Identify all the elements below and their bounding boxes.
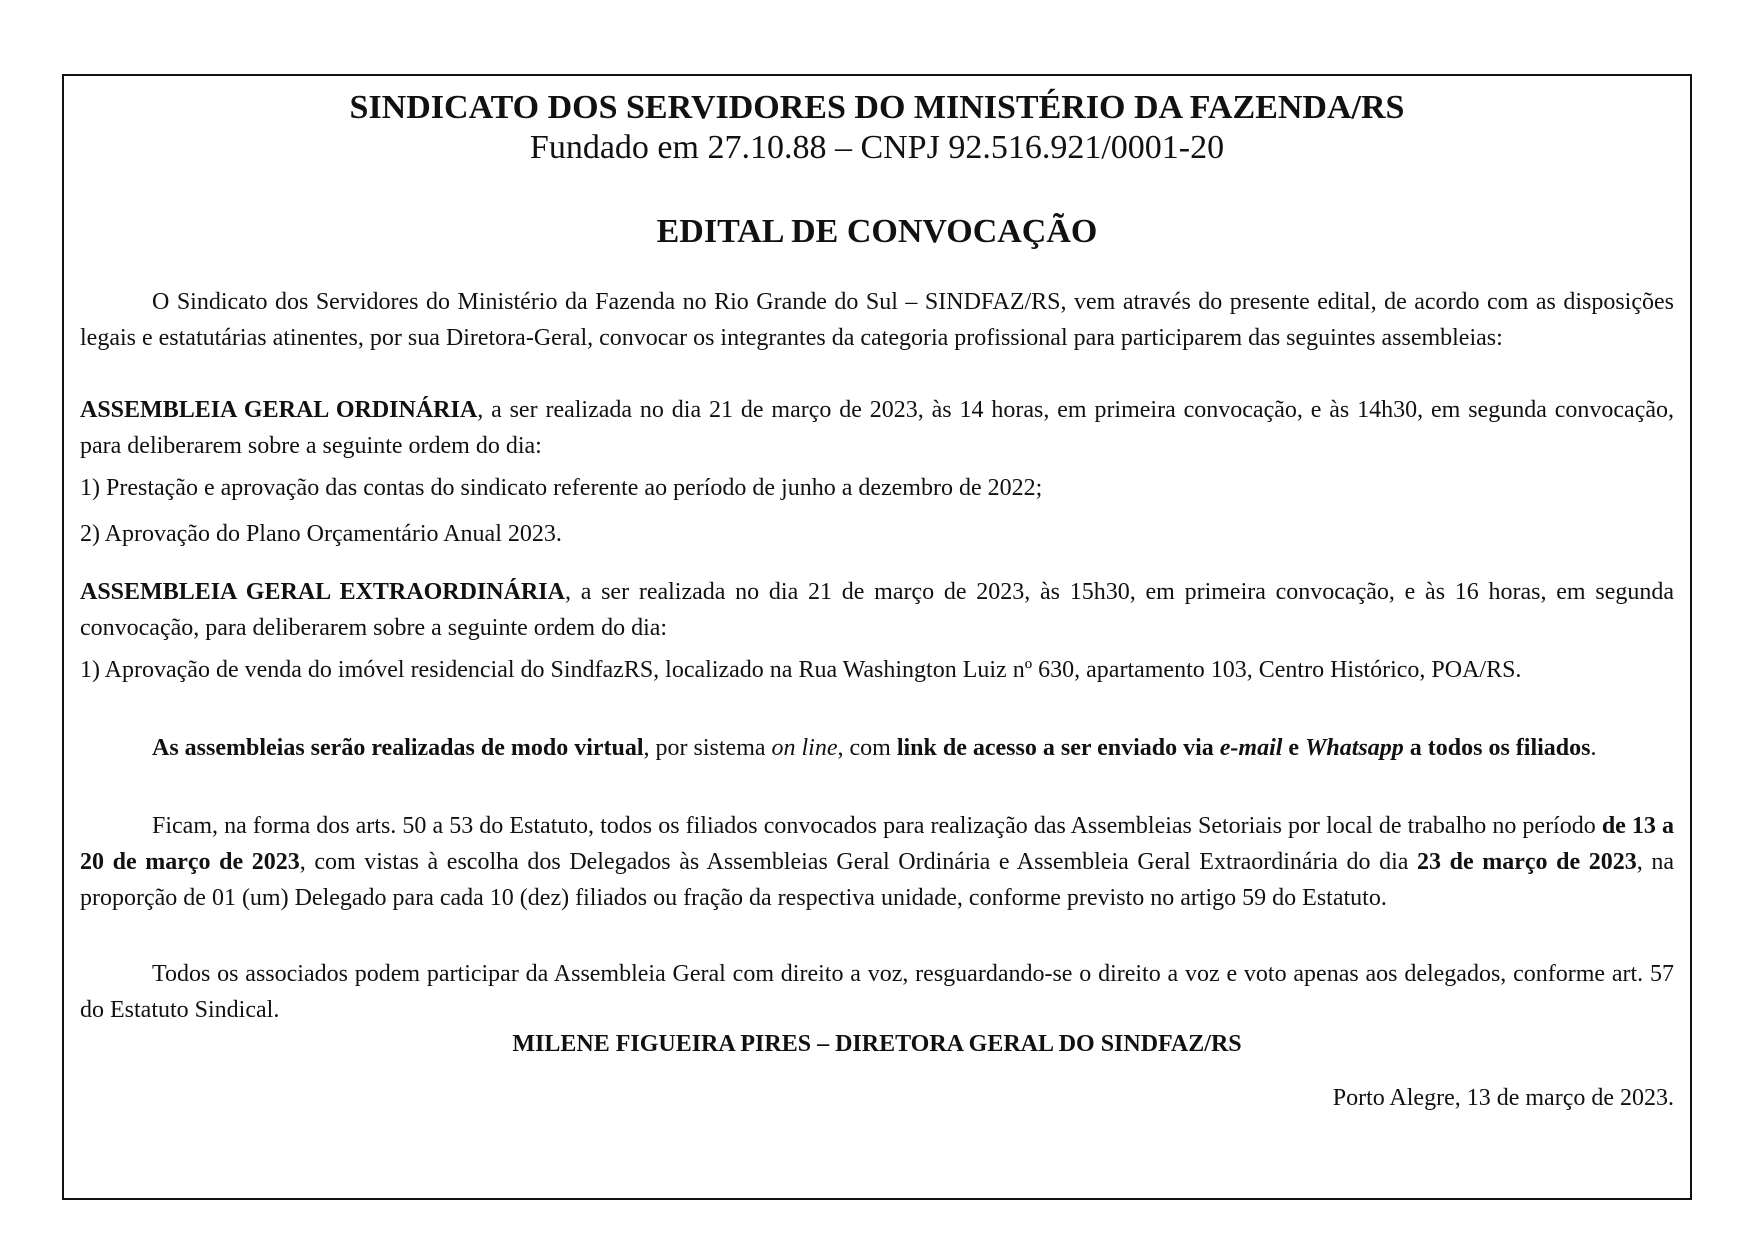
signature-line — [80, 1026, 1674, 1062]
age-text: , a ser realizada no dia 21 de março de 2023, às 15h30, em primeira convocação, e às 16 horas, em segunda convocação, para deliberarem sobre a seguinte ordem do dia: — [80, 579, 1674, 641]
notice-frame — [62, 74, 1692, 1200]
virtual-italic-1: on line — [771, 735, 838, 761]
age-paragraph — [80, 574, 1674, 646]
setoriais-text-3: , na proporção de 01 (um) Delegado para cada 10 (dez) filiados ou fração da respectiva unidade, conforme previsto no artigo 59 do Estatuto. — [80, 849, 1675, 911]
virtual-bold-2: link de acesso a ser enviado via — [896, 735, 1220, 761]
virtual-bold-italic-2: Whatsapp — [1305, 735, 1404, 761]
setoriais-text-1: Ficam, na forma dos arts. 50 a 53 do Estatuto, todos os filiados convocados para realização das Assembleias Setoriais por local de trabalho no período — [152, 813, 1602, 839]
ago-paragraph — [80, 392, 1674, 464]
virtual-bold-3: e — [1282, 735, 1306, 761]
virtual-text-2: , com — [837, 735, 897, 761]
ago-label: ASSEMBLEIA GERAL ORDINÁRIA — [80, 397, 478, 423]
signature: MILENE FIGUEIRA PIRES – DIRETORA GERAL DO SINDFAZ/RS — [512, 1031, 1242, 1057]
virtual-bold-italic-1: e-mail — [1219, 735, 1283, 761]
setoriais-bold-2: 23 de março de 2023 — [1417, 849, 1637, 875]
setoriais-bold-1: de 13 a 20 de março de 2023 — [80, 813, 1675, 875]
associados-paragraph: Todos os associados podem participar da Assembleia Geral com direito a voz, resguardando-se o direito a voz e voto apenas aos delegados, conforme art. 57 do Estatuto Sindical. — [80, 961, 1674, 1023]
ago-text: , a ser realizada no dia 21 de março de 2023, às 14 horas, em primeira convocação, e às 14h30, em segunda convocação, para deliberarem sobre a seguinte ordem do dia: — [80, 397, 1675, 459]
virtual-bold-4: a todos os filiados — [1403, 735, 1591, 761]
union-title: SINDICATO DOS SERVIDORES DO MINISTÉRIO DA FAZENDA/RS — [349, 89, 1405, 126]
age-label: ASSEMBLEIA GERAL EXTRAORDINÁRIA — [80, 579, 565, 605]
virtual-paragraph — [80, 730, 1674, 766]
setoriais-paragraph — [80, 808, 1674, 916]
place-date: Porto Alegre, 13 de março de 2023. — [1332, 1085, 1674, 1111]
intro-paragraph: O Sindicato dos Servidores do Ministério da Fazenda no Rio Grande do Sul – SINDFAZ/RS, vem através do presente edital, de acordo com as disposições legais e estatutárias atinentes, por sua Diretora-Geral, convocar os integrantes da categoria profissional para participarem das seguintes assembleias: — [80, 289, 1674, 351]
setoriais-text-2: , com vistas à escolha dos Delegados às Assembleias Geral Ordinária e Assembleia Geral Extraordinária do dia — [299, 849, 1418, 875]
virtual-text-3: . — [1590, 735, 1597, 761]
ago-item-1: 1) Prestação e aprovação das contas do sindicato referente ao período de junho a dezembro de 2022; — [80, 475, 1043, 501]
union-subtitle: Fundado em 27.10.88 – CNPJ 92.516.921/0001-20 — [529, 129, 1225, 166]
virtual-bold-1: As assembleias serão realizadas de modo virtual — [152, 735, 644, 761]
notice-heading: EDITAL DE CONVOCAÇÃO — [656, 213, 1098, 250]
age-item-1: 1) Aprovação de venda do imóvel residencial do SindfazRS, localizado na Rua Washington Luiz nº 630, apartamento 103, Centro Histórico, POA/RS. — [80, 657, 1522, 683]
virtual-text-1: , por sistema — [643, 735, 772, 761]
ago-item-2: 2) Aprovação do Plano Orçamentário Anual 2023. — [80, 521, 562, 547]
